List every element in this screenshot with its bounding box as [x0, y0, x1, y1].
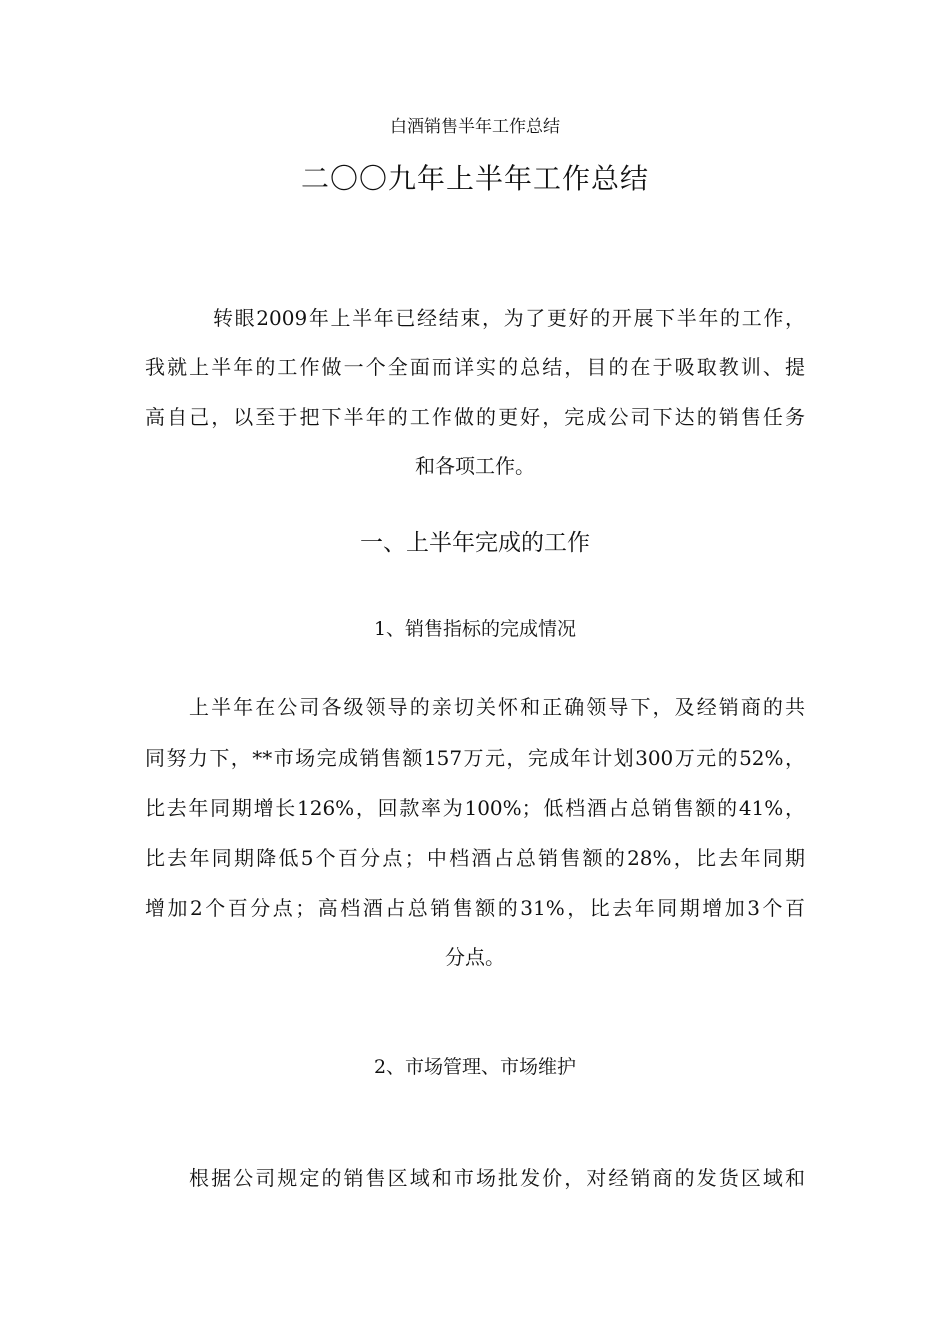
paragraph-line: 同努力下，**市场完成销售额157万元，完成年计划300万元的52%， [145, 746, 805, 770]
paragraph-line: 增加2个百分点；高档酒占总销售额的31%，比去年同期增加3个百 [145, 896, 805, 920]
paragraph-line: 分点。 [445, 945, 505, 969]
paragraph-line: 我就上半年的工作做一个全面而详实的总结，目的在于吸取教训、提 [145, 355, 805, 379]
document-title: 二〇〇九年上半年工作总结 [300, 162, 649, 195]
paragraph-line: 高自己，以至于把下半年的工作做的更好，完成公司下达的销售任务 [145, 405, 805, 429]
subsection-heading: 1、销售指标的完成情况 [373, 618, 577, 640]
paragraph-line: 根据公司规定的销售区域和市场批发价，对经销商的发货区域和 [189, 1166, 805, 1190]
paragraph-line: 比去年同期降低5个百分点；中档酒占总销售额的28%，比去年同期 [145, 846, 805, 870]
paragraph-line: 上半年在公司各级领导的亲切关怀和正确领导下，及经销商的共 [189, 695, 805, 719]
section-heading: 一、上半年完成的工作 [360, 530, 590, 556]
paragraph-line: 和各项工作。 [415, 454, 535, 478]
running-header: 白酒销售半年工作总结 [390, 117, 560, 137]
subsection-heading: 2、市场管理、市场维护 [373, 1056, 577, 1078]
paragraph-line: 比去年同期增长126%，回款率为100%；低档酒占总销售额的41%， [145, 796, 805, 820]
paragraph-line: 转眼2009年上半年已经结束，为了更好的开展下半年的工作， [213, 306, 805, 330]
